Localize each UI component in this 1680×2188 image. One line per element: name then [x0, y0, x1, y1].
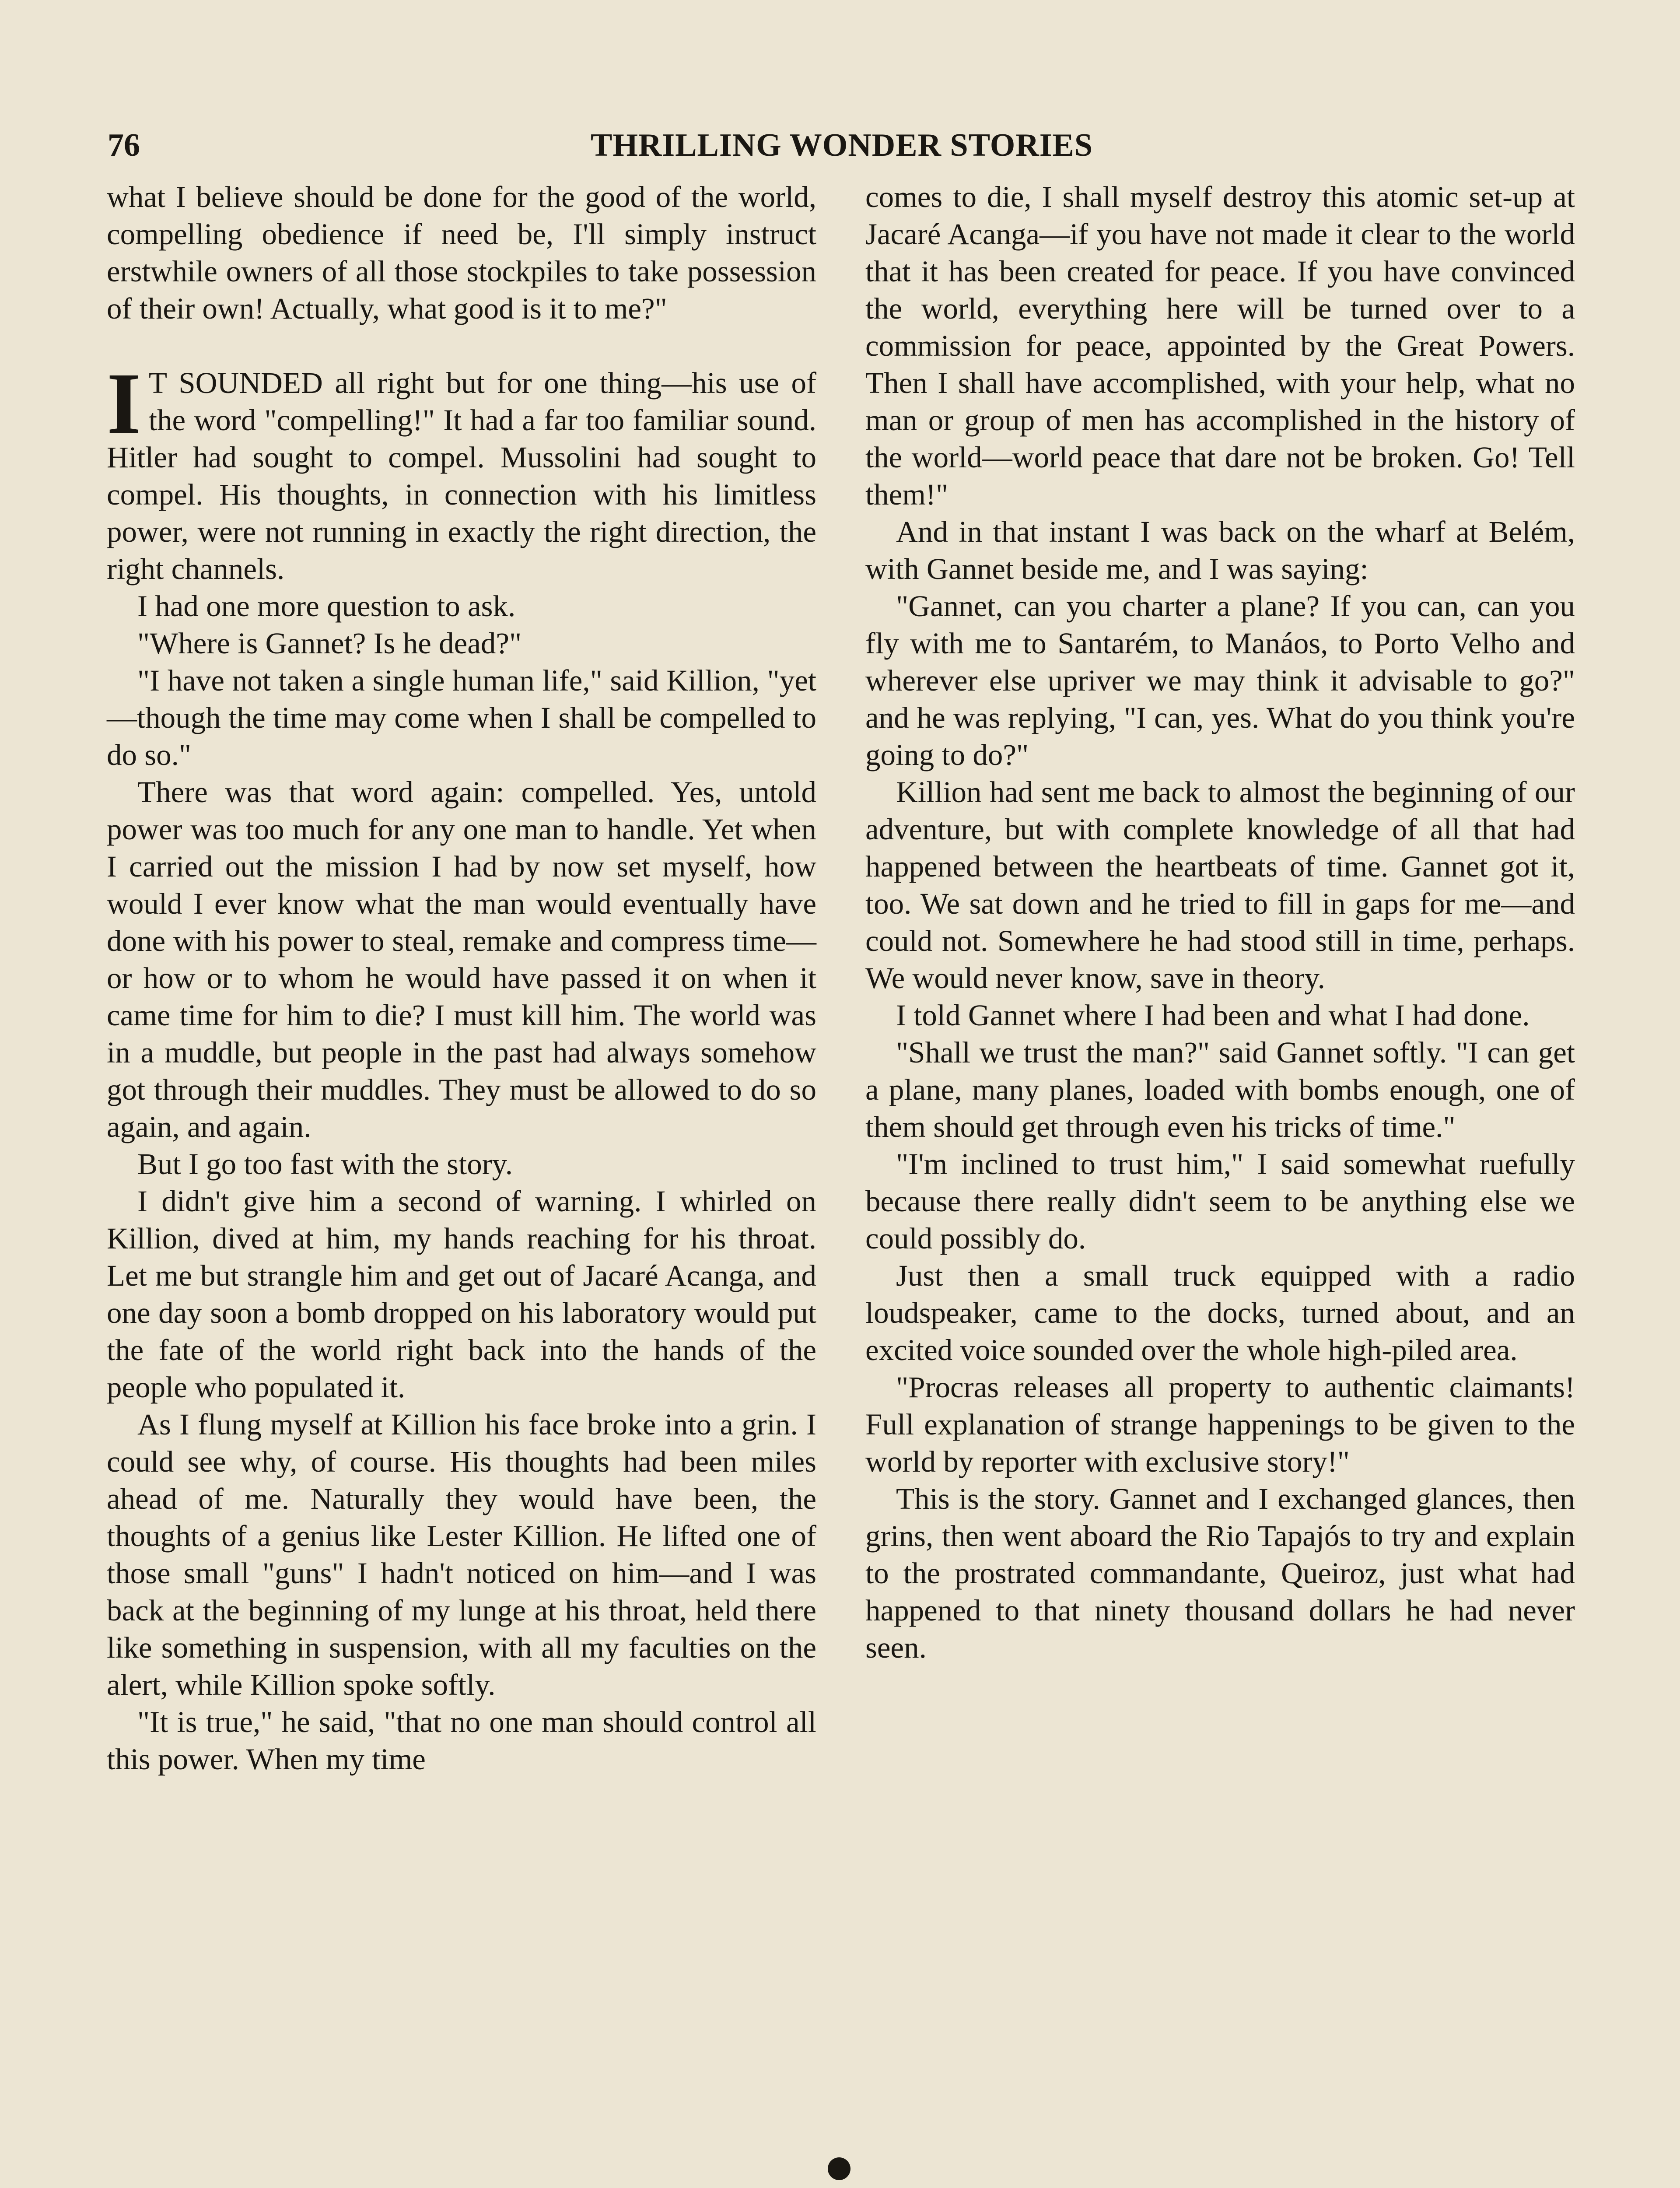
paragraph: "I have not taken a single human life," said Killion, "yet—though the time may come when I shall be compelled to do so." — [107, 664, 816, 771]
paragraph: I didn't give him a second of warning. I whirled on Killion, dived at him, my hands reaching for his throat. Let me but strangle him and get out of Jacaré Acanga, and one day soon a bomb dropped on his laboratory would put the fate of the world right back into the hands of the people who populated it. — [107, 1185, 816, 1404]
paragraph: I told Gannet where I had been and what I had done. — [896, 999, 1530, 1032]
paragraph: And in that instant I was back on the wharf at Belém, with Gannet beside me, and I was saying: — [865, 515, 1575, 586]
drop-cap: I — [107, 355, 141, 452]
paragraph-with-drop-cap — [107, 355, 816, 588]
left-column — [107, 179, 816, 2139]
page-number: 76 — [108, 127, 140, 163]
paragraph: what I believe should be done for the good of the world, compelling obedience if need be, I'll simply instruct erstwhile owners of all those stockpiles to take possession of their own! Actually, what good is it to me?" — [107, 180, 816, 325]
paragraph: "It is true," he said, "that no one man should control all this power. When my time — [107, 1705, 816, 1776]
paragraph: This is the story. Gannet and I exchanged glances, then grins, then went aboard the Rio Tapajós to try and explain to the prostrated commandante, Queiroz, just what had happened to that ninety thousand dollars he had never seen. — [865, 1482, 1575, 1664]
right-column — [865, 179, 1575, 2139]
paragraph: "I'm inclined to trust him," I said somewhat ruefully because there really didn't seem to be anything else we could possibly do. — [865, 1147, 1575, 1255]
paragraph: I had one more question to ask. — [137, 589, 516, 623]
page-header — [108, 127, 1576, 175]
paragraph: There was that word again: compelled. Yes, untold power was too much for any one man to handle. Yet when I carried out the mission I had by now set myself, how would I ever know what the man would eventually have done with his power to steal, remake and compress time—or how or to whom he would have passed it on when it came time for him to die? I must kill him. The world was in a muddle, but people in the past had always somehow got through their muddles. They must be allowed to do so again, and again. — [107, 775, 816, 1143]
paragraph: "Where is Gannet? Is he dead?" — [137, 627, 522, 660]
paragraph: "Procras releases all property to authentic claimants! Full explanation of strange happenings to be given to the world by reporter with exclusive story!" — [865, 1371, 1575, 1478]
paragraph: As I flung myself at Killion his face broke into a grin. I could see why, of course. His thoughts had been miles ahead of me. Naturally they would have been, the thoughts of a genius like Lester Killion. He lifted one of those small "guns" I hadn't noticed on him—and I was back at the beginning of my lunge at his throat, held there like something in suspension, with all my faculties on the alert, while Killion spoke softly. — [107, 1408, 816, 1701]
paragraph-text: T SOUNDED all right but for one thing—his use of the word "compelling!" It had a far too familiar sound. Hitler had sought to compel. Mussolini had sought to compel. His thoughts, in connection with his limitless power, were not running in exactly the right direction, the right channels. — [107, 366, 816, 586]
paragraph: "Gannet, can you charter a plane? If you can, can you fly with me to Santarém, to Manáos, to Porto Velho and wherever else upriver we may think it advisable to go?" and he was replying, "I can, yes. What do you think you're going to do?" — [865, 589, 1575, 771]
section-bullet-icon — [828, 2157, 850, 2180]
paragraph: Just then a small truck equipped with a radio loudspeaker, came to the docks, turned about, and an excited voice sounded over the whole high-piled area. — [865, 1259, 1575, 1367]
paragraph: But I go too fast with the story. — [137, 1147, 513, 1181]
paragraph: comes to die, I shall myself destroy this atomic set-up at Jacaré Acanga—if you have not made it clear to the world that it has been created for peace. If you have convinced the world, everything here will be turned over to a commission for peace, appointed by the Great Powers. Then I shall have accomplished, with your help, what no man or group of men has accomplished in the history of the world—world peace that dare not be broken. Go! Tell them!" — [865, 180, 1575, 511]
running-head: THRILLING WONDER STORIES — [590, 127, 1093, 163]
paragraph: "Shall we trust the man?" said Gannet softly. "I can get a plane, many planes, loaded with bombs enough, one of them should get through even his tricks of time." — [865, 1036, 1575, 1143]
paragraph: Killion had sent me back to almost the beginning of our adventure, but with complete knowledge of all that had happened between the heartbeats of time. Gannet got it, too. We sat down and he tried to fill in gaps for me—and could not. Somewhere he had stood still in time, perhaps. We would never know, save in theory. — [865, 775, 1575, 995]
